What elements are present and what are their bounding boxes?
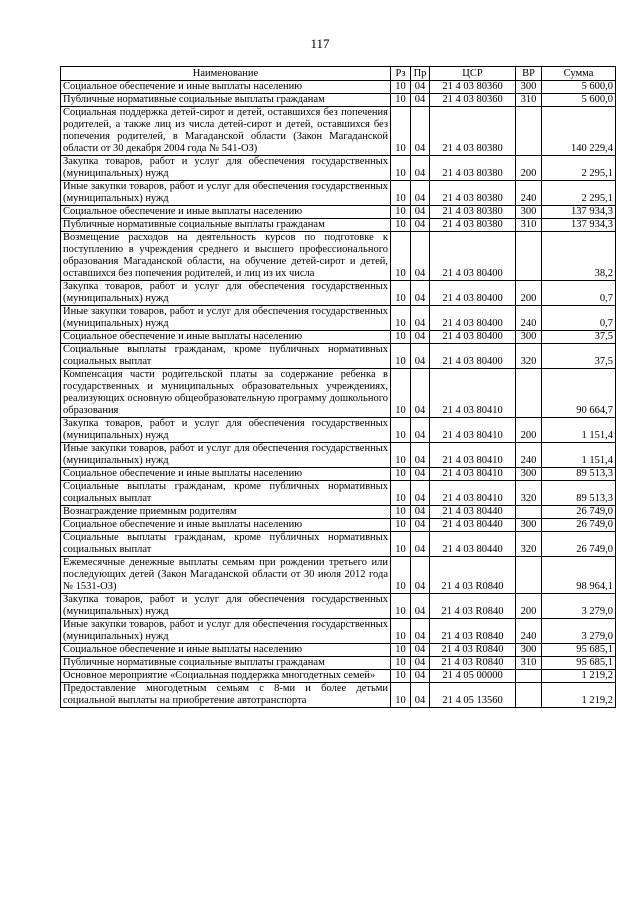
row-rz: 10 [391, 107, 411, 156]
row-rz: 10 [391, 657, 411, 670]
row-name: Закупка товаров, работ и услуг для обеспечения государственных (муниципальных) нужд [61, 281, 391, 306]
table-row [61, 156, 616, 181]
row-csr: 21 4 03 80360 [430, 94, 516, 107]
row-pr: 04 [411, 443, 430, 468]
row-name: Социальные выплаты гражданам, кроме публичных нормативных социальных выплат [61, 344, 391, 369]
row-sum: 137 934,3 [542, 206, 616, 219]
row-name: Социальное обеспечение и иные выплаты населению [61, 331, 391, 344]
row-pr: 04 [411, 670, 430, 683]
row-rz: 10 [391, 306, 411, 331]
table-row [61, 94, 616, 107]
row-name: Иные закупки товаров, работ и услуг для обеспечения государственных (муниципальных) нужд [61, 306, 391, 331]
row-rz: 10 [391, 532, 411, 557]
table-row [61, 481, 616, 506]
row-name: Иные закупки товаров, работ и услуг для обеспечения государственных (муниципальных) нужд [61, 619, 391, 644]
row-csr: 21 4 03 80380 [430, 156, 516, 181]
row-csr: 21 4 03 80440 [430, 519, 516, 532]
row-pr: 04 [411, 557, 430, 594]
row-vr: 200 [516, 156, 542, 181]
row-sum: 95 685,1 [542, 657, 616, 670]
row-csr: 21 4 05 00000 [430, 670, 516, 683]
row-vr: 300 [516, 81, 542, 94]
row-pr: 04 [411, 344, 430, 369]
table-row [61, 468, 616, 481]
row-sum: 3 279,0 [542, 594, 616, 619]
table-row [61, 519, 616, 532]
row-pr: 04 [411, 206, 430, 219]
header-name: Наименование [61, 67, 391, 81]
row-sum: 89 513,3 [542, 481, 616, 506]
row-rz: 10 [391, 219, 411, 232]
row-csr: 21 4 03 R0840 [430, 619, 516, 644]
row-csr: 21 4 03 80360 [430, 81, 516, 94]
row-vr [516, 670, 542, 683]
row-sum: 37,5 [542, 344, 616, 369]
row-pr: 04 [411, 81, 430, 94]
row-pr: 04 [411, 418, 430, 443]
row-rz: 10 [391, 644, 411, 657]
row-pr: 04 [411, 519, 430, 532]
row-csr: 21 4 03 80400 [430, 306, 516, 331]
row-pr: 04 [411, 481, 430, 506]
budget-table [60, 66, 616, 708]
row-vr: 310 [516, 94, 542, 107]
row-csr: 21 4 03 80400 [430, 281, 516, 306]
row-csr: 21 4 03 80400 [430, 232, 516, 281]
row-pr: 04 [411, 107, 430, 156]
row-sum: 137 934,3 [542, 219, 616, 232]
row-name: Социальное обеспечение и иные выплаты населению [61, 81, 391, 94]
table-row [61, 219, 616, 232]
row-pr: 04 [411, 594, 430, 619]
row-pr: 04 [411, 219, 430, 232]
row-csr: 21 4 03 80400 [430, 344, 516, 369]
row-csr: 21 4 03 80410 [430, 481, 516, 506]
row-vr [516, 506, 542, 519]
row-csr: 21 4 03 80440 [430, 532, 516, 557]
row-csr: 21 4 03 80410 [430, 369, 516, 418]
table-row [61, 181, 616, 206]
row-rz: 10 [391, 81, 411, 94]
row-sum: 0,7 [542, 281, 616, 306]
table-row [61, 369, 616, 418]
row-name: Возмещение расходов на деятельность курсов по подготовке к поступлению в учреждения среднего и высшего профессионального образования Магаданской области, на обучение детей-сирот и детей, оставшихся без попечения родителей, и лиц из их числа [61, 232, 391, 281]
row-csr: 21 4 03 80410 [430, 468, 516, 481]
page-number: 117 [310, 36, 330, 51]
row-sum: 90 664,7 [542, 369, 616, 418]
row-csr: 21 4 03 80380 [430, 107, 516, 156]
row-sum: 89 513,3 [542, 468, 616, 481]
row-rz: 10 [391, 331, 411, 344]
row-pr: 04 [411, 468, 430, 481]
row-sum: 5 600,0 [542, 94, 616, 107]
table-row [61, 331, 616, 344]
table-row [61, 506, 616, 519]
row-pr: 04 [411, 532, 430, 557]
row-rz: 10 [391, 156, 411, 181]
row-csr: 21 4 03 80380 [430, 181, 516, 206]
row-pr: 04 [411, 181, 430, 206]
row-sum: 2 295,1 [542, 156, 616, 181]
row-sum: 95 685,1 [542, 644, 616, 657]
header-pr: Пр [411, 67, 430, 81]
row-vr: 200 [516, 418, 542, 443]
row-csr: 21 4 03 R0840 [430, 657, 516, 670]
row-name: Публичные нормативные социальные выплаты гражданам [61, 657, 391, 670]
row-rz: 10 [391, 683, 411, 708]
row-vr: 240 [516, 181, 542, 206]
row-rz: 10 [391, 206, 411, 219]
row-pr: 04 [411, 506, 430, 519]
table-header-row [61, 67, 616, 81]
row-csr: 21 4 03 80410 [430, 418, 516, 443]
row-rz: 10 [391, 670, 411, 683]
row-rz: 10 [391, 519, 411, 532]
row-pr: 04 [411, 94, 430, 107]
row-sum: 26 749,0 [542, 506, 616, 519]
row-pr: 04 [411, 369, 430, 418]
row-name: Иные закупки товаров, работ и услуг для обеспечения государственных (муниципальных) нужд [61, 181, 391, 206]
row-name: Предоставление многодетным семьям с 8-ми и более детьми социальной выплаты на приобретение автотранспорта [61, 683, 391, 708]
header-rz: Рз [391, 67, 411, 81]
row-rz: 10 [391, 557, 411, 594]
row-vr: 240 [516, 619, 542, 644]
row-sum: 1 219,2 [542, 670, 616, 683]
row-name: Социальные выплаты гражданам, кроме публичных нормативных социальных выплат [61, 532, 391, 557]
row-pr: 04 [411, 644, 430, 657]
row-sum: 26 749,0 [542, 532, 616, 557]
table-row [61, 281, 616, 306]
row-name: Закупка товаров, работ и услуг для обеспечения государственных (муниципальных) нужд [61, 156, 391, 181]
row-name: Компенсация части родительской платы за содержание ребенка в государственных и муниципальных образовательных учреждениях, реализующих основную общеобразовательную программу дошкольного образования [61, 369, 391, 418]
row-csr: 21 4 03 R0840 [430, 594, 516, 619]
header-vr: ВР [516, 67, 542, 81]
row-sum: 1 151,4 [542, 443, 616, 468]
row-sum: 0,7 [542, 306, 616, 331]
row-csr: 21 4 03 R0840 [430, 557, 516, 594]
table-row [61, 107, 616, 156]
table-row [61, 670, 616, 683]
row-pr: 04 [411, 306, 430, 331]
row-name: Публичные нормативные социальные выплаты гражданам [61, 94, 391, 107]
row-name: Закупка товаров, работ и услуг для обеспечения государственных (муниципальных) нужд [61, 594, 391, 619]
row-csr: 21 4 03 80380 [430, 219, 516, 232]
row-pr: 04 [411, 281, 430, 306]
row-name: Социальное обеспечение и иные выплаты населению [61, 468, 391, 481]
row-sum: 3 279,0 [542, 619, 616, 644]
row-rz: 10 [391, 468, 411, 481]
row-rz: 10 [391, 232, 411, 281]
row-vr: 200 [516, 281, 542, 306]
row-sum: 1 151,4 [542, 418, 616, 443]
table-row [61, 443, 616, 468]
row-sum: 26 749,0 [542, 519, 616, 532]
row-csr: 21 4 03 80440 [430, 506, 516, 519]
row-sum: 38,2 [542, 232, 616, 281]
row-csr: 21 4 05 13560 [430, 683, 516, 708]
row-sum: 2 295,1 [542, 181, 616, 206]
row-name: Ежемесячные денежные выплаты семьям при рождении третьего или последующих детей (Закон Магаданской области от 30 июля 2012 года № 1531-ОЗ) [61, 557, 391, 594]
row-rz: 10 [391, 94, 411, 107]
header-csr: ЦСР [430, 67, 516, 81]
table-row [61, 206, 616, 219]
row-name: Иные закупки товаров, работ и услуг для обеспечения государственных (муниципальных) нужд [61, 443, 391, 468]
row-pr: 04 [411, 619, 430, 644]
row-vr: 300 [516, 468, 542, 481]
row-name: Социальное обеспечение и иные выплаты населению [61, 644, 391, 657]
row-rz: 10 [391, 418, 411, 443]
row-name: Социальные выплаты гражданам, кроме публичных нормативных социальных выплат [61, 481, 391, 506]
row-name: Социальное обеспечение и иные выплаты населению [61, 519, 391, 532]
table-row [61, 344, 616, 369]
table-row [61, 657, 616, 670]
table-row [61, 418, 616, 443]
row-sum: 98 964,1 [542, 557, 616, 594]
table-row [61, 594, 616, 619]
row-rz: 10 [391, 506, 411, 519]
table-row [61, 619, 616, 644]
row-rz: 10 [391, 181, 411, 206]
row-csr: 21 4 03 R0840 [430, 644, 516, 657]
row-name: Основное мероприятие «Социальная поддержка многодетных семей» [61, 670, 391, 683]
row-pr: 04 [411, 657, 430, 670]
row-rz: 10 [391, 369, 411, 418]
row-name: Социальная поддержка детей-сирот и детей, оставшихся без попечения родителей, а также лиц из числа детей-сирот и детей, оставшихся без попечения родителей, в Магаданской области (Закон Магаданской области от 30 декабря 2004 года № 541-ОЗ) [61, 107, 391, 156]
table-body [61, 81, 616, 708]
row-pr: 04 [411, 683, 430, 708]
row-rz: 10 [391, 594, 411, 619]
row-pr: 04 [411, 156, 430, 181]
row-vr [516, 232, 542, 281]
row-vr: 300 [516, 519, 542, 532]
row-vr: 240 [516, 443, 542, 468]
row-rz: 10 [391, 344, 411, 369]
row-pr: 04 [411, 331, 430, 344]
table-row [61, 644, 616, 657]
table-row [61, 557, 616, 594]
row-vr [516, 683, 542, 708]
header-sum: Сумма [542, 67, 616, 81]
row-rz: 10 [391, 281, 411, 306]
row-pr: 04 [411, 232, 430, 281]
row-csr: 21 4 03 80380 [430, 206, 516, 219]
table-row [61, 683, 616, 708]
row-name: Социальное обеспечение и иные выплаты населению [61, 206, 391, 219]
row-vr: 300 [516, 206, 542, 219]
row-vr: 310 [516, 219, 542, 232]
table-row [61, 232, 616, 281]
row-rz: 10 [391, 619, 411, 644]
row-sum: 5 600,0 [542, 81, 616, 94]
row-vr: 310 [516, 657, 542, 670]
row-csr: 21 4 03 80400 [430, 331, 516, 344]
row-name: Вознаграждение приемным родителям [61, 506, 391, 519]
row-vr: 300 [516, 644, 542, 657]
row-vr [516, 369, 542, 418]
row-vr [516, 107, 542, 156]
row-vr [516, 557, 542, 594]
row-sum: 1 219,2 [542, 683, 616, 708]
table-row [61, 532, 616, 557]
row-name: Закупка товаров, работ и услуг для обеспечения государственных (муниципальных) нужд [61, 418, 391, 443]
row-vr: 200 [516, 594, 542, 619]
table-row [61, 306, 616, 331]
row-vr: 320 [516, 481, 542, 506]
row-vr: 240 [516, 306, 542, 331]
row-sum: 140 229,4 [542, 107, 616, 156]
row-vr: 320 [516, 532, 542, 557]
row-sum: 37,5 [542, 331, 616, 344]
row-vr: 320 [516, 344, 542, 369]
row-vr: 300 [516, 331, 542, 344]
row-csr: 21 4 03 80410 [430, 443, 516, 468]
table-row [61, 81, 616, 94]
row-rz: 10 [391, 481, 411, 506]
row-name: Публичные нормативные социальные выплаты гражданам [61, 219, 391, 232]
row-rz: 10 [391, 443, 411, 468]
